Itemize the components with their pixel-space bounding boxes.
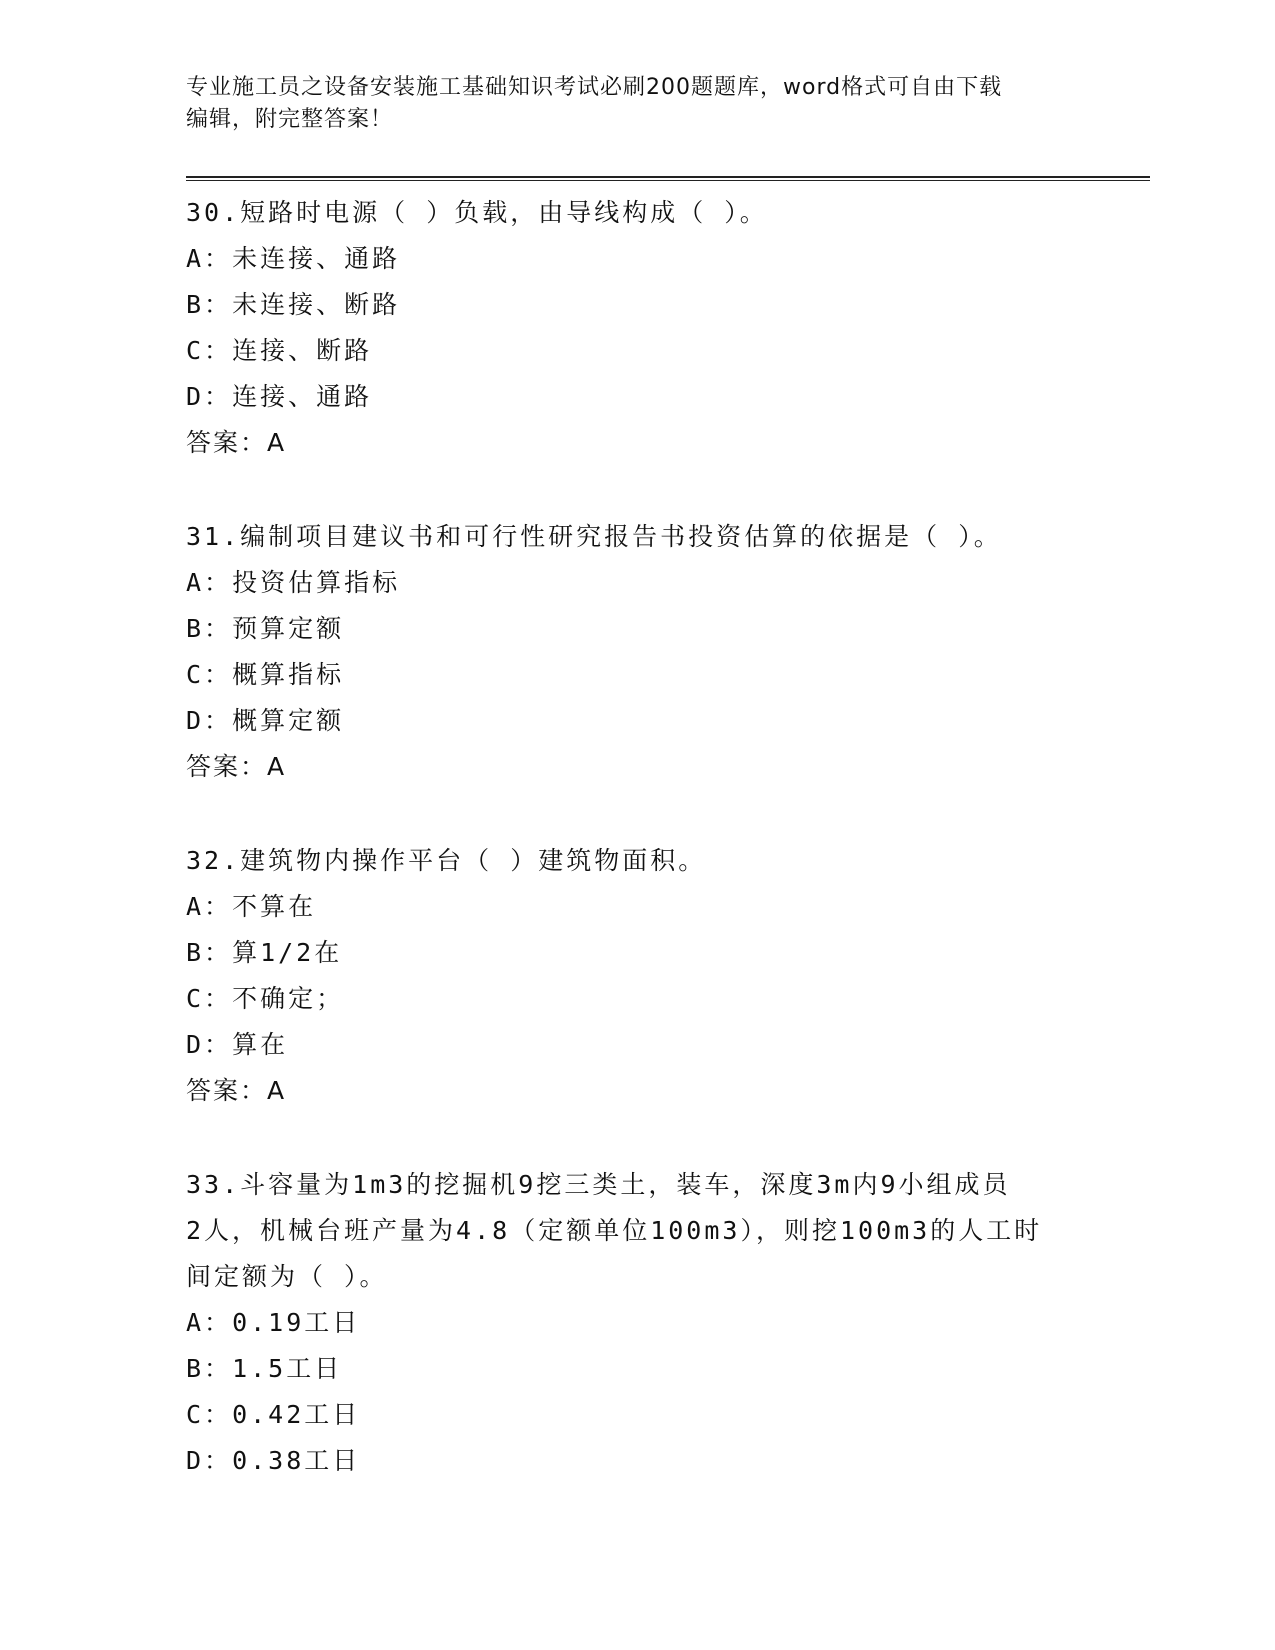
question-stem-line-1: 33.斗容量为1m3的挖掘机9挖三类土，装车，深度3m内9小组成员 (186, 1170, 1011, 1199)
option-key: A： (186, 1308, 233, 1337)
option-key: A： (186, 244, 233, 273)
question-stem: 30.短路时电源（ ）负载，由导线构成（ ）。 (186, 198, 768, 227)
option-text: 概算指标 (232, 660, 345, 689)
option-text: 1.5工日 (232, 1354, 343, 1383)
answer-label: 答案：A (186, 1076, 287, 1105)
option-d (186, 1022, 1086, 1068)
option-text: 算在 (232, 1030, 289, 1059)
option-text: 未连接、断路 (232, 290, 401, 319)
option-a (186, 884, 1086, 930)
option-key: A： (186, 892, 233, 921)
question-list (186, 190, 1086, 1532)
option-b (186, 930, 1086, 976)
option-key: D： (186, 1446, 233, 1475)
option-b (186, 282, 1086, 328)
option-d (186, 698, 1086, 744)
option-c (186, 976, 1086, 1022)
option-text: 连接、断路 (232, 336, 373, 365)
option-key: D： (186, 1030, 233, 1059)
option-text: 0.38工日 (232, 1446, 361, 1475)
option-text: 0.19工日 (232, 1308, 361, 1337)
option-key: D： (186, 706, 233, 735)
option-text: 未连接、通路 (232, 244, 401, 273)
option-d (186, 374, 1086, 420)
option-key: B： (186, 614, 233, 643)
option-c (186, 328, 1086, 374)
question-stem: 31.编制项目建议书和可行性研究报告书投资估算的依据是（ ）。 (186, 522, 1002, 551)
option-text: 0.42工日 (232, 1400, 361, 1429)
option-text: 连接、通路 (232, 382, 373, 411)
option-c (186, 652, 1086, 698)
option-c (186, 1392, 1086, 1438)
option-key: C： (186, 984, 233, 1013)
answer-label: 答案：A (186, 428, 287, 457)
document-header (186, 72, 1066, 136)
option-key: B： (186, 290, 233, 319)
question-32 (186, 838, 1086, 1114)
option-a (186, 560, 1086, 606)
header-title-line-1: 专业施工员之设备安装施工基础知识考试必刷200题题库，word格式可自由下载 (186, 75, 1003, 100)
option-key: C： (186, 660, 233, 689)
option-b (186, 606, 1086, 652)
option-d (186, 1438, 1086, 1484)
option-text: 不算在 (232, 892, 317, 921)
option-key: C： (186, 336, 233, 365)
option-text: 不确定； (232, 984, 345, 1013)
option-b (186, 1346, 1086, 1392)
option-key: D： (186, 382, 233, 411)
option-a (186, 1300, 1086, 1346)
option-text: 投资估算指标 (232, 568, 401, 597)
question-33 (186, 1162, 1086, 1484)
question-stem-line-3: 间定额为（ ）。 (186, 1262, 388, 1291)
header-title-line-2: 编辑，附完整答案！ (186, 107, 394, 132)
question-31 (186, 514, 1086, 790)
option-key: A： (186, 568, 233, 597)
question-30 (186, 190, 1086, 466)
option-a (186, 236, 1086, 282)
option-text: 概算定额 (232, 706, 345, 735)
option-key: C： (186, 1400, 233, 1429)
option-key: B： (186, 1354, 233, 1383)
option-text: 预算定额 (232, 614, 345, 643)
option-text: 算1/2在 (232, 938, 343, 967)
header-divider (186, 176, 1150, 181)
question-stem-line-2: 2人，机械台班产量为4.8（定额单位100m3），则挖100m3的人工时 (186, 1216, 1043, 1245)
answer-label: 答案：A (186, 752, 287, 781)
option-key: B： (186, 938, 233, 967)
question-stem: 32.建筑物内操作平台（ ）建筑物面积。 (186, 846, 707, 875)
